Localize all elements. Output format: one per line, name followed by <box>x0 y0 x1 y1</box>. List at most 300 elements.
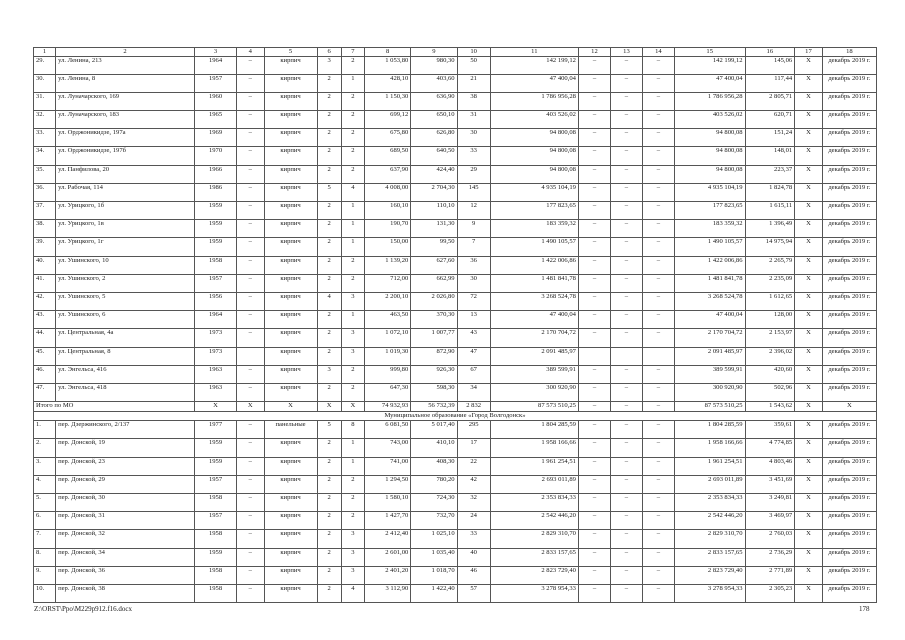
table-cell: – <box>578 383 610 401</box>
table-cell: 699,12 <box>364 111 410 129</box>
total-row <box>34 402 877 412</box>
table-cell: 650,10 <box>411 111 457 129</box>
table-cell: 1 422 006,86 <box>674 256 745 274</box>
table-cell: 403 526,02 <box>674 111 745 129</box>
table-cell: – <box>237 584 265 602</box>
table-cell: 2 <box>341 111 364 129</box>
table-cell: 30. <box>34 74 56 92</box>
table-cell: – <box>642 92 674 110</box>
table-cell: 2 <box>341 165 364 183</box>
table-cell: – <box>578 183 610 201</box>
table-cell: 24 <box>457 512 490 530</box>
table-cell: 30 <box>457 274 490 292</box>
table-cell: декабрь 2019 г. <box>822 457 876 475</box>
table-cell: 29 <box>457 165 490 183</box>
table-cell: – <box>578 220 610 238</box>
table-cell: 3 <box>341 329 364 347</box>
table-cell: – <box>578 238 610 256</box>
table-cell: 2 <box>341 56 364 74</box>
table-cell: – <box>237 530 265 548</box>
table-cell: 2 736,29 <box>745 548 795 566</box>
table-cell: 6 081,50 <box>364 421 410 439</box>
table-cell: кирпич <box>264 311 317 329</box>
table-cell: 2 <box>317 147 341 165</box>
table-row <box>34 548 877 566</box>
table-row <box>34 475 877 493</box>
table-cell: – <box>578 274 610 292</box>
table-cell: декабрь 2019 г. <box>822 329 876 347</box>
table-cell: ул. Центральная, 4а <box>56 329 195 347</box>
table-cell: – <box>642 311 674 329</box>
table-cell <box>237 347 265 365</box>
table-cell: – <box>578 530 610 548</box>
table-cell: – <box>237 183 265 201</box>
table-cell: 403,60 <box>411 74 457 92</box>
table-cell: X <box>795 439 823 457</box>
table-cell: 4 <box>341 584 364 602</box>
table-cell: 29. <box>34 56 56 74</box>
table-cell: 3 451,69 <box>745 475 795 493</box>
table-cell: 2 <box>341 494 364 512</box>
table-row <box>34 530 877 548</box>
table-cell: 8. <box>34 548 56 566</box>
table-cell: – <box>578 256 610 274</box>
table-cell: пер. Донской, 29 <box>56 475 195 493</box>
table-cell: пер. Донской, 36 <box>56 566 195 584</box>
table-cell: ул. Панфилова, 20 <box>56 165 195 183</box>
table-cell: кирпич <box>264 111 317 129</box>
table-cell: 47. <box>34 383 56 401</box>
table-cell: 732,70 <box>411 512 457 530</box>
table-cell: 110,10 <box>411 202 457 220</box>
table-cell: X <box>822 402 876 412</box>
table-cell: 2 542 446,20 <box>674 512 745 530</box>
table-cell: 142 199,12 <box>490 56 578 74</box>
table-cell: 420,60 <box>745 365 795 383</box>
table-cell: кирпич <box>264 129 317 147</box>
table-cell: 33. <box>34 129 56 147</box>
table-cell: – <box>610 274 642 292</box>
table-cell: – <box>642 329 674 347</box>
table-cell: 2 <box>317 256 341 274</box>
table-cell: 12 <box>457 202 490 220</box>
table-cell: 1 612,65 <box>745 292 795 310</box>
table-cell: 190,70 <box>364 220 410 238</box>
table-cell: 1 958 166,66 <box>674 439 745 457</box>
table-cell: 151,24 <box>745 129 795 147</box>
footer-file-path: Z:\ORST\Ppo\M229p912.f16.docx <box>34 605 133 613</box>
table-cell: 636,90 <box>411 92 457 110</box>
table-cell: 408,30 <box>411 457 457 475</box>
table-cell: 37. <box>34 202 56 220</box>
table-cell: – <box>578 165 610 183</box>
table-cell: 43 <box>457 329 490 347</box>
table-cell: 2 <box>317 92 341 110</box>
table-cell: 2 396,02 <box>745 347 795 365</box>
table-cell: декабрь 2019 г. <box>822 311 876 329</box>
table-cell: – <box>610 74 642 92</box>
table-row <box>34 494 877 512</box>
table-body <box>34 48 877 603</box>
table-cell: кирпич <box>264 183 317 201</box>
table-cell: 300 920,90 <box>674 383 745 401</box>
table-cell: кирпич <box>264 347 317 365</box>
table-cell: 1 786 956,28 <box>490 92 578 110</box>
table-cell: – <box>237 292 265 310</box>
table-cell: – <box>578 147 610 165</box>
table-cell: 1 025,10 <box>411 530 457 548</box>
table-cell: 47 400,04 <box>674 74 745 92</box>
table-row <box>34 256 877 274</box>
table-cell: – <box>237 74 265 92</box>
table-cell: 7 <box>341 48 364 57</box>
table-cell: – <box>237 129 265 147</box>
table-cell: 3 <box>317 365 341 383</box>
table-cell: X <box>795 256 823 274</box>
table-cell: – <box>642 292 674 310</box>
table-cell: декабрь 2019 г. <box>822 56 876 74</box>
table-cell: 4 803,46 <box>745 457 795 475</box>
table-cell <box>610 347 642 365</box>
table-row <box>34 165 877 183</box>
table-cell: 16 <box>745 48 795 57</box>
table-cell: – <box>610 512 642 530</box>
table-cell: 3 <box>341 566 364 584</box>
table-cell: 1973 <box>195 329 237 347</box>
table-cell: X <box>795 165 823 183</box>
table-cell: 36. <box>34 183 56 201</box>
table-cell: – <box>578 202 610 220</box>
table-cell: 183 359,32 <box>674 220 745 238</box>
table-cell: 2 <box>317 494 341 512</box>
table-cell: пер. Донской, 30 <box>56 494 195 512</box>
table-cell: 370,30 <box>411 311 457 329</box>
table-cell: – <box>642 475 674 493</box>
table-cell: – <box>610 238 642 256</box>
table-cell: декабрь 2019 г. <box>822 365 876 383</box>
table-cell: 1959 <box>195 439 237 457</box>
table-cell: ул. Луначарского, 183 <box>56 111 195 129</box>
table-cell: – <box>642 256 674 274</box>
table-cell: 1959 <box>195 202 237 220</box>
table-cell: 38 <box>457 92 490 110</box>
table-cell: 724,30 <box>411 494 457 512</box>
table-row <box>34 566 877 584</box>
table-cell: 1 615,11 <box>745 202 795 220</box>
table-cell: 2 <box>317 383 341 401</box>
table-cell: 4 <box>237 48 265 57</box>
table-cell: 13 <box>610 48 642 57</box>
table-row <box>34 439 877 457</box>
table-row <box>34 147 877 165</box>
table-cell: 2 170 704,72 <box>674 329 745 347</box>
table-cell: 45. <box>34 347 56 365</box>
table-cell: 2 <box>317 202 341 220</box>
table-row <box>34 74 877 92</box>
table-cell: 1 961 254,51 <box>490 457 578 475</box>
table-cell: – <box>610 329 642 347</box>
table-cell: декабрь 2019 г. <box>822 183 876 201</box>
table-cell: декабрь 2019 г. <box>822 421 876 439</box>
table-cell: – <box>610 129 642 147</box>
table-cell: 1 958 166,66 <box>490 439 578 457</box>
table-cell: 2 <box>317 457 341 475</box>
table-cell: – <box>610 202 642 220</box>
table-cell: 142 199,12 <box>674 56 745 74</box>
table-cell: X <box>195 402 237 412</box>
table-cell: X <box>317 402 341 412</box>
table-cell: 17 <box>795 48 823 57</box>
table-cell: кирпич <box>264 365 317 383</box>
table-cell: 35. <box>34 165 56 183</box>
table-cell: – <box>237 457 265 475</box>
table-row <box>34 421 877 439</box>
table-cell: 1959 <box>195 238 237 256</box>
table-cell: 2 760,03 <box>745 530 795 548</box>
table-cell: 31 <box>457 111 490 129</box>
table-cell: декабрь 2019 г. <box>822 74 876 92</box>
table-cell: ул. Ленина, 213 <box>56 56 195 74</box>
table-cell: 3 268 524,78 <box>674 292 745 310</box>
table-cell: 1 <box>341 238 364 256</box>
table-cell: 1966 <box>195 165 237 183</box>
table-cell: – <box>237 256 265 274</box>
table-cell: 389 599,91 <box>490 365 578 383</box>
table-cell: 2 833 157,65 <box>674 548 745 566</box>
table-cell: X <box>795 311 823 329</box>
table-cell: 3 268 524,78 <box>490 292 578 310</box>
table-cell: 3 249,81 <box>745 494 795 512</box>
table-cell: 8 <box>364 48 410 57</box>
table-row <box>34 512 877 530</box>
table-cell: 3 <box>341 530 364 548</box>
table-cell: – <box>578 56 610 74</box>
table-cell: кирпич <box>264 92 317 110</box>
table-cell: – <box>642 129 674 147</box>
table-cell: 131,30 <box>411 220 457 238</box>
table-cell: 1957 <box>195 475 237 493</box>
table-cell: 1 <box>341 457 364 475</box>
table-cell: – <box>610 402 642 412</box>
table-cell: 67 <box>457 365 490 383</box>
table-cell: 428,10 <box>364 74 410 92</box>
table-row <box>34 457 877 475</box>
table-cell: 3 278 954,33 <box>674 584 745 602</box>
table-cell: X <box>795 147 823 165</box>
table-cell: 145,06 <box>745 56 795 74</box>
table-cell: – <box>642 421 674 439</box>
table-row <box>34 383 877 401</box>
table-cell: 1958 <box>195 494 237 512</box>
table-cell: – <box>237 494 265 512</box>
table-cell: 389 599,91 <box>674 365 745 383</box>
table-cell: 21 <box>457 74 490 92</box>
table-cell <box>578 347 610 365</box>
table-cell: пер. Донской, 32 <box>56 530 195 548</box>
table-cell: 99,50 <box>411 238 457 256</box>
table-cell: 15 <box>674 48 745 57</box>
table-cell: – <box>578 475 610 493</box>
table-cell: 1 007,77 <box>411 329 457 347</box>
table-cell: – <box>642 457 674 475</box>
table-cell: – <box>610 311 642 329</box>
table-cell: – <box>237 165 265 183</box>
table-cell: X <box>795 292 823 310</box>
table-cell: 1 035,40 <box>411 548 457 566</box>
table-row <box>34 292 877 310</box>
table-cell: 14 975,94 <box>745 238 795 256</box>
table-cell: – <box>237 56 265 74</box>
table-cell: X <box>795 56 823 74</box>
table-cell: кирпич <box>264 274 317 292</box>
table-cell: 1965 <box>195 111 237 129</box>
table-cell: декабрь 2019 г. <box>822 165 876 183</box>
table-cell: 3 278 954,33 <box>490 584 578 602</box>
table-cell: 2 829 310,70 <box>490 530 578 548</box>
table-cell: 1986 <box>195 183 237 201</box>
table-cell: 2 <box>341 274 364 292</box>
table-cell: 359,61 <box>745 421 795 439</box>
table-row <box>34 220 877 238</box>
table-cell: – <box>578 92 610 110</box>
table-cell: 620,71 <box>745 111 795 129</box>
table-cell: – <box>642 165 674 183</box>
table-cell: 39. <box>34 238 56 256</box>
table-cell: 2 823 729,40 <box>490 566 578 584</box>
table-cell: – <box>237 329 265 347</box>
table-cell: кирпич <box>264 238 317 256</box>
table-cell: 2 305,23 <box>745 584 795 602</box>
table-cell: – <box>610 548 642 566</box>
table-cell: 177 823,65 <box>490 202 578 220</box>
table-cell: пер. Донской, 19 <box>56 439 195 457</box>
table-cell: пер. Донской, 38 <box>56 584 195 602</box>
table-cell: 4 774,85 <box>745 439 795 457</box>
table-cell: – <box>610 475 642 493</box>
table-cell: 1 <box>341 439 364 457</box>
table-cell: 128,00 <box>745 311 795 329</box>
table-cell: – <box>578 566 610 584</box>
table-cell: 2 <box>317 548 341 566</box>
table-cell: 74 932,93 <box>364 402 410 412</box>
table-cell: 177 823,65 <box>674 202 745 220</box>
table-cell: 2 833 157,65 <box>490 548 578 566</box>
table-cell: 2 <box>341 383 364 401</box>
table-cell: 47 <box>457 347 490 365</box>
table-cell: 1963 <box>195 365 237 383</box>
table-cell: – <box>237 512 265 530</box>
table-row <box>34 365 877 383</box>
table-cell: 11 <box>490 48 578 57</box>
table-cell: 1 019,30 <box>364 347 410 365</box>
table-row <box>34 111 877 129</box>
table-cell: – <box>237 274 265 292</box>
table-cell: 33 <box>457 147 490 165</box>
table-cell: кирпич <box>264 530 317 548</box>
table-cell: кирпич <box>264 329 317 347</box>
table-cell: 2 <box>317 165 341 183</box>
table-cell: 1 <box>341 220 364 238</box>
table-cell: – <box>578 457 610 475</box>
table-cell: 2 353 834,33 <box>674 494 745 512</box>
table-cell: Итого по МО <box>34 402 195 412</box>
table-cell: 1958 <box>195 584 237 602</box>
table-cell: 56 732,39 <box>411 402 457 412</box>
table-cell: ул. Ушинского, 2 <box>56 274 195 292</box>
table-cell: 2 <box>317 566 341 584</box>
table-cell: 32 <box>457 494 490 512</box>
table-cell: 2 693 011,89 <box>674 475 745 493</box>
table-cell: – <box>578 402 610 412</box>
table-cell: 2 <box>341 365 364 383</box>
table-cell: – <box>578 311 610 329</box>
table-cell: 7 <box>457 238 490 256</box>
table-cell: – <box>237 202 265 220</box>
table-cell: 10. <box>34 584 56 602</box>
table-cell: 2 091 485,97 <box>490 347 578 365</box>
table-cell: 1959 <box>195 220 237 238</box>
table-cell: 1969 <box>195 129 237 147</box>
table-cell: 2 693 011,89 <box>490 475 578 493</box>
table-cell: – <box>610 530 642 548</box>
table-cell: – <box>237 147 265 165</box>
table-cell: 2 <box>341 512 364 530</box>
table-cell: – <box>578 494 610 512</box>
table-cell: – <box>578 365 610 383</box>
table-cell: 7. <box>34 530 56 548</box>
table-cell: 410,10 <box>411 439 457 457</box>
table-cell: 2 <box>317 530 341 548</box>
table-cell: 94 800,08 <box>490 129 578 147</box>
table-cell: декабрь 2019 г. <box>822 439 876 457</box>
table-cell <box>642 347 674 365</box>
table-cell: 5 <box>264 48 317 57</box>
table-cell: – <box>642 74 674 92</box>
table-cell: декабрь 2019 г. <box>822 475 876 493</box>
table-cell: – <box>642 530 674 548</box>
table-cell: 4 <box>341 183 364 201</box>
table-cell: – <box>642 439 674 457</box>
table-cell: X <box>795 329 823 347</box>
table-cell: пер. Донской, 34 <box>56 548 195 566</box>
table-cell: 2 704,30 <box>411 183 457 201</box>
table-cell: – <box>642 402 674 412</box>
table-cell: – <box>642 548 674 566</box>
table-cell: декабрь 2019 г. <box>822 383 876 401</box>
table-cell: 627,60 <box>411 256 457 274</box>
table-cell: пер. Донской, 23 <box>56 457 195 475</box>
table-cell: 4 <box>317 292 341 310</box>
table-cell: 46. <box>34 365 56 383</box>
table-cell: 403 526,02 <box>490 111 578 129</box>
table-row <box>34 92 877 110</box>
table-cell: – <box>642 383 674 401</box>
table-cell: 2 <box>317 74 341 92</box>
table-cell: X <box>795 494 823 512</box>
table-cell: – <box>610 292 642 310</box>
table-row <box>34 329 877 347</box>
table-cell: – <box>642 566 674 584</box>
table-cell: – <box>237 566 265 584</box>
table-cell: 47 400,04 <box>490 74 578 92</box>
table-cell: 926,30 <box>411 365 457 383</box>
table-cell: декабрь 2019 г. <box>822 92 876 110</box>
table-cell: 1 490 105,57 <box>674 238 745 256</box>
table-cell: – <box>237 365 265 383</box>
table-cell: кирпич <box>264 56 317 74</box>
table-cell: X <box>795 457 823 475</box>
table-cell: 94 800,08 <box>490 147 578 165</box>
